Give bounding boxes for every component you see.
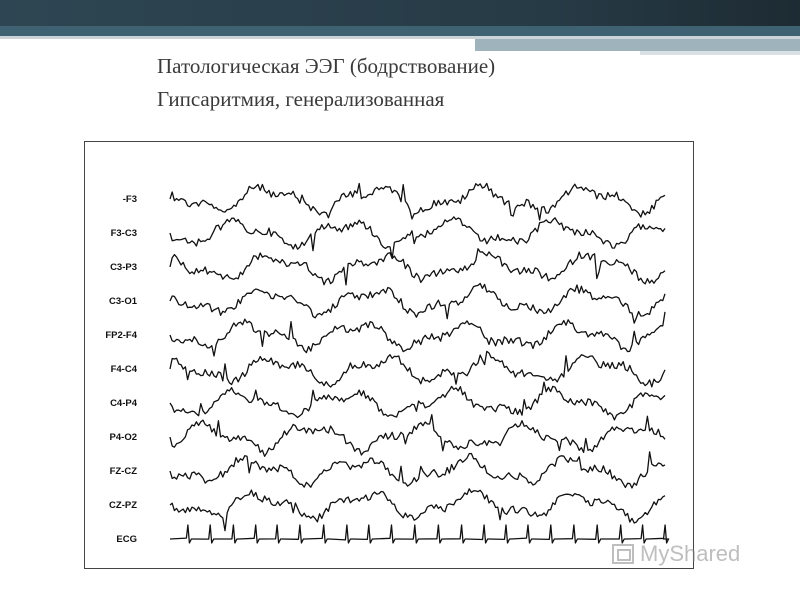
channel-label: F4-C4 bbox=[110, 364, 137, 375]
channel-label: C3-O1 bbox=[109, 296, 137, 307]
watermark-logo-icon bbox=[612, 544, 634, 564]
channel-label: F3-C3 bbox=[110, 228, 137, 239]
eeg-trace bbox=[170, 452, 665, 488]
eeg-trace bbox=[170, 415, 665, 457]
watermark-text: MyShared bbox=[640, 541, 741, 566]
slide-header-band bbox=[0, 0, 800, 26]
channel-label: ECG bbox=[116, 534, 137, 545]
channel-label: C3-P3 bbox=[110, 262, 137, 273]
channel-label: FZ-CZ bbox=[109, 466, 137, 477]
slide-accent-line bbox=[0, 26, 800, 36]
eeg-trace bbox=[170, 489, 665, 531]
eeg-trace bbox=[170, 351, 665, 387]
channel-label: C4-P4 bbox=[110, 398, 137, 409]
eeg-trace bbox=[170, 284, 665, 324]
eeg-trace bbox=[170, 382, 665, 420]
channel-label: -F3 bbox=[122, 194, 137, 205]
slide-title-line-1: Патологическая ЭЭГ (бодрствование) bbox=[157, 54, 496, 78]
eeg-traces bbox=[85, 142, 693, 568]
channel-label: FP2-F4 bbox=[105, 330, 137, 341]
watermark bbox=[612, 542, 772, 566]
eeg-trace bbox=[170, 183, 665, 220]
slide-title bbox=[157, 50, 677, 116]
eeg-trace bbox=[170, 217, 665, 258]
eeg-trace bbox=[170, 312, 665, 356]
eeg-recording-image bbox=[84, 141, 694, 569]
channel-label: P4-O2 bbox=[109, 432, 137, 443]
slide-title-line-2: Гипсаритмия, генерализованная bbox=[157, 87, 445, 111]
eeg-trace bbox=[170, 525, 669, 543]
eeg-trace bbox=[170, 249, 665, 285]
channel-label: CZ-PZ bbox=[109, 500, 137, 511]
